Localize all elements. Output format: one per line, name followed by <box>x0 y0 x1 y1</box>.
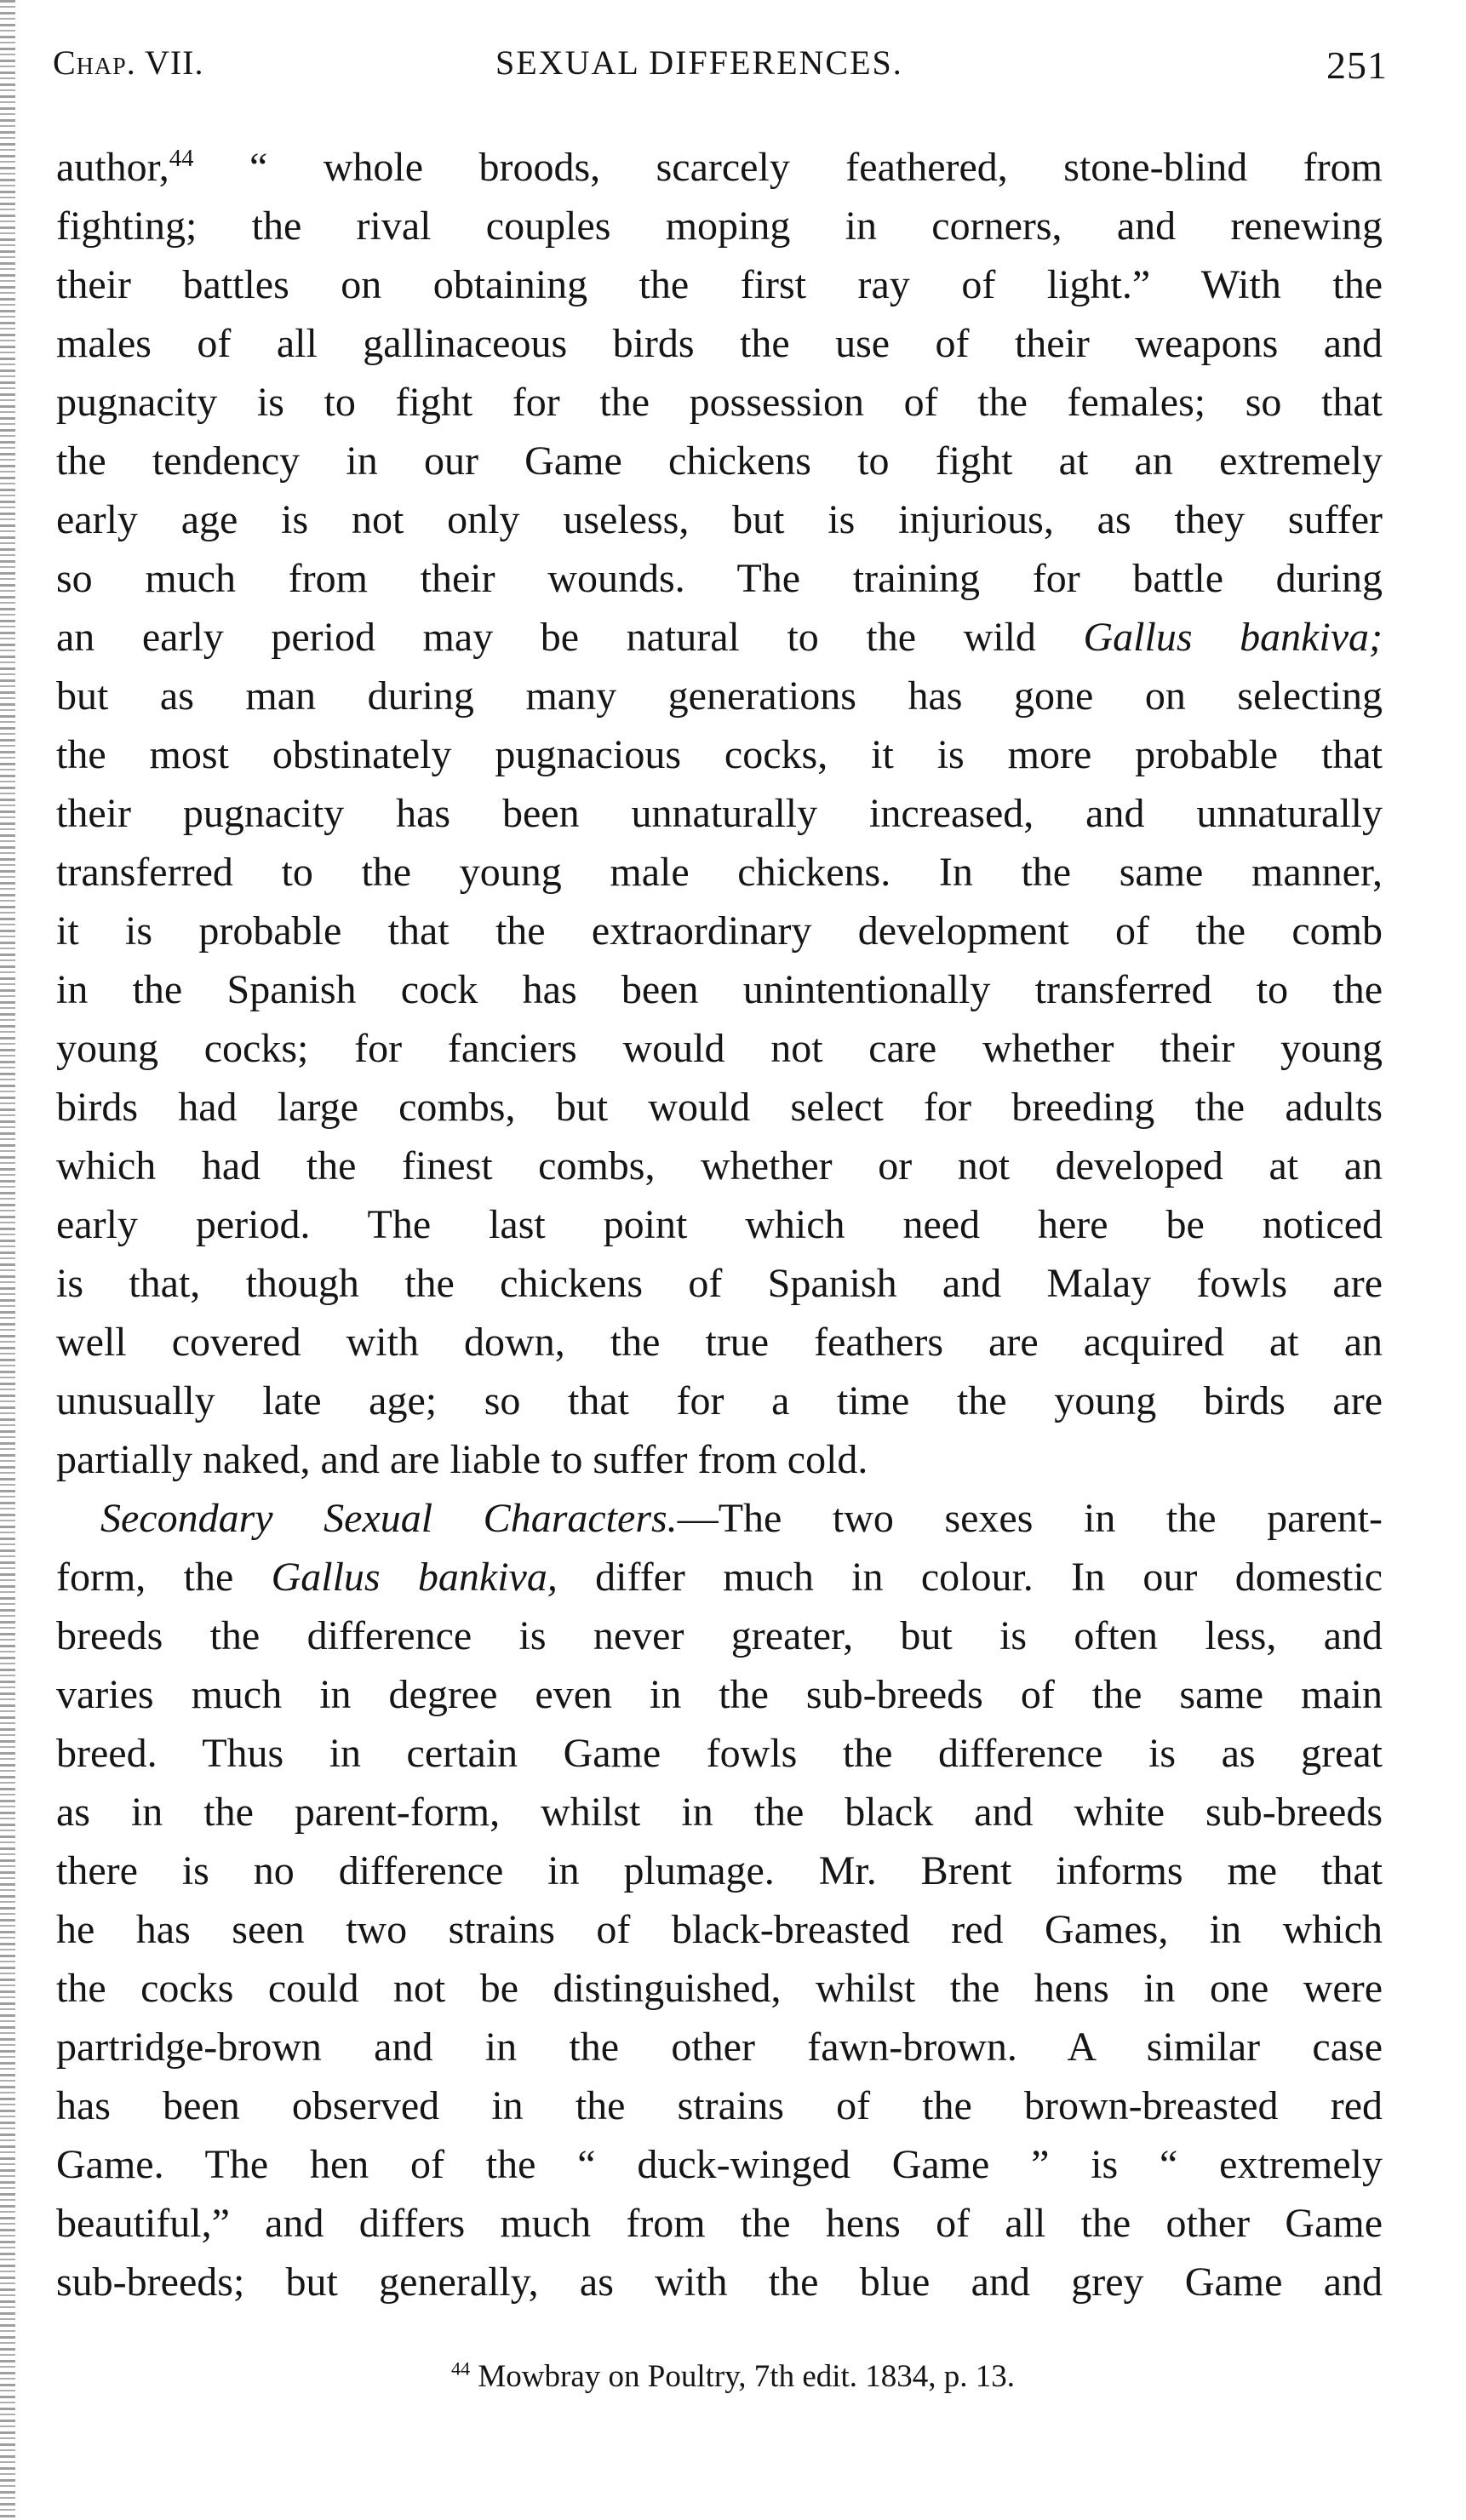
binding-edge <box>0 0 15 2520</box>
species-name: Gallus bankiva, <box>271 1555 558 1600</box>
species-name: Gallus bankiva; <box>1083 615 1383 660</box>
text-line: fighting; the rival couples moping in corners, and renewing <box>56 203 1383 249</box>
text-line: beautiful,” and differs much from the hens of all the other Game <box>56 2201 1383 2246</box>
text-line: as in the parent-form, whilst in the black and white sub-breeds <box>56 1790 1383 1835</box>
text-line: males of all gallinaceous birds the use of their weapons and <box>56 321 1383 366</box>
text-line: unusually late age; so that for a time the young birds are <box>56 1378 1383 1423</box>
text-line: young cocks; for fanciers would not care whether their young <box>56 1026 1383 1071</box>
text-line: sub-breeds; but generally, as with the blue and grey Game and <box>56 2259 1383 2305</box>
text-line: an early period may be natural to the wild Gallus bankiva; <box>56 615 1383 660</box>
page-number: 251 <box>1326 43 1388 87</box>
text-line: partridge-brown and in the other fawn-brown. A similar case <box>56 2025 1383 2070</box>
running-title: SEXUAL DIFFERENCES. <box>495 43 903 82</box>
text-line: Secondary Sexual Characters.—The two sexes in the parent- <box>100 1496 1383 1541</box>
text-line: but as man during many generations has gone on selecting <box>56 673 1383 719</box>
text-line: form, the Gallus bankiva, differ much in colour. In our domestic <box>56 1555 1383 1600</box>
text-line: birds had large combs, but would select for breeding the adults <box>56 1085 1383 1130</box>
text-line: he has seen two strains of black-breasted red Games, in which <box>56 1907 1383 1952</box>
text-line: varies much in degree even in the sub-breeds of the same main <box>56 1672 1383 1717</box>
text-line: pugnacity is to fight for the possession of the females; so that <box>56 380 1383 425</box>
text-line: in the Spanish cock has been unintentionally transferred to the <box>56 967 1383 1012</box>
footnote-text: Mowbray on Poultry, 7th edit. 1834, p. 13. <box>470 2359 1016 2394</box>
text-line: it is probable that the extraordinary development of the comb <box>56 908 1383 954</box>
text-line: the most obstinately pugnacious cocks, it is more probable that <box>56 732 1383 777</box>
text-line: breeds the difference is never greater, but is often less, and <box>56 1613 1383 1658</box>
text-line: so much from their wounds. The training for battle during <box>56 556 1383 601</box>
text-line: is that, though the chickens of Spanish and Malay fowls are <box>56 1261 1383 1306</box>
text-line: their battles on obtaining the first ray of light.” With the <box>56 262 1383 307</box>
text-line: has been observed in the strains of the brown-breasted red <box>56 2083 1383 2128</box>
text-line: the cocks could not be distinguished, whilst the hens in one were <box>56 1966 1383 2011</box>
footnote-reference: 44 <box>169 145 194 172</box>
text-line: there is no difference in plumage. Mr. Brent informs me that <box>56 1848 1383 1893</box>
text-line: Game. The hen of the “ duck-winged Game ” is “ extremely <box>56 2142 1383 2187</box>
text-line: the tendency in our Game chickens to fight at an extremely <box>56 438 1383 484</box>
text-line: transferred to the young male chickens. In the same manner, <box>56 850 1383 895</box>
text-line: which had the finest combs, whether or not developed at an <box>56 1143 1383 1188</box>
footnote-marker: 44 <box>450 2357 471 2380</box>
text-line: early period. The last point which need here be noticed <box>56 1202 1383 1247</box>
text-line: early age is not only useless, but is injurious, as they suffer <box>56 497 1383 542</box>
text-line: partially naked, and are liable to suffer from cold. <box>56 1437 868 1482</box>
text-line: well covered with down, the true feathers are acquired at an <box>56 1320 1383 1365</box>
body-text <box>56 138 1383 2311</box>
chapter-label: Chap. VII. <box>53 43 204 82</box>
text-line: author,$^{44}$ “ whole broods, scarcely feathered, stone-blind from <box>56 145 1383 190</box>
text-line: breed. Thus in certain Game fowls the difference is as great <box>56 1731 1383 1776</box>
text-line: their pugnacity has been unnaturally increased, and unnaturally <box>56 791 1383 836</box>
section-heading: Secondary Sexual Characters. <box>100 1496 678 1541</box>
running-head <box>53 43 1388 94</box>
footnote <box>0 2358 1466 2395</box>
